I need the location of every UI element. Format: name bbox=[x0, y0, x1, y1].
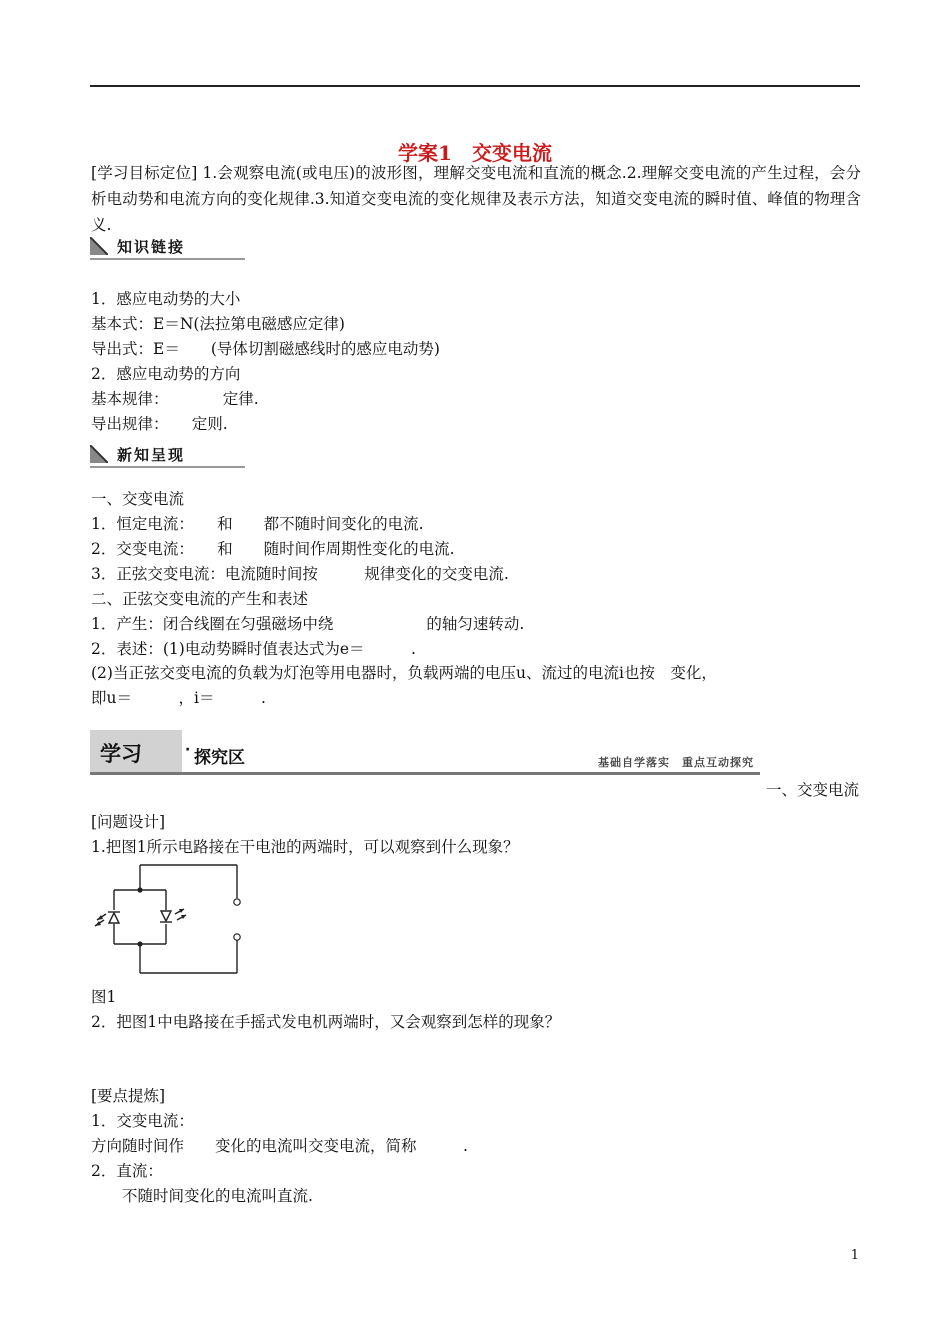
section-heading-new-knowledge bbox=[90, 444, 245, 468]
text-line: 2．感应电动势的方向 bbox=[91, 365, 241, 383]
section-heading-label: 知识链接 bbox=[117, 238, 186, 256]
text-line: 一、交变电流 bbox=[91, 490, 185, 508]
triangle-icon bbox=[90, 445, 108, 463]
text-line: 二、正弦交变电流的产生和表述 bbox=[91, 590, 309, 608]
text-line: 2．交变电流： 和 随时间作周期性变化的电流. bbox=[91, 540, 455, 558]
text-line: [问题设计] bbox=[91, 813, 166, 831]
section-heading-knowledge-link bbox=[90, 236, 245, 260]
triangle-icon bbox=[90, 237, 108, 255]
text-line: 基本式：E＝N(法拉第电磁感应定律) bbox=[91, 315, 345, 333]
circuit-figure bbox=[90, 862, 250, 978]
banner-underline bbox=[90, 772, 760, 775]
text-line: 1．交变电流： bbox=[91, 1112, 194, 1130]
banner-tagline: 基础自学落实 重点互动探究 bbox=[598, 756, 754, 769]
header-rule bbox=[90, 85, 860, 87]
figure-caption: 图1 bbox=[91, 988, 117, 1006]
section-heading-label: 新知呈现 bbox=[117, 446, 186, 464]
text-line: 1.把图1所示电路接在干电池的两端时，可以观察到什么现象？ bbox=[91, 838, 519, 856]
study-explore-banner bbox=[90, 730, 760, 774]
text-line: 方向随时间作 变化的电流叫交变电流，简称 . bbox=[91, 1137, 468, 1155]
text-line: 2．直流： bbox=[91, 1162, 163, 1180]
subsection-label: 一、交变电流 bbox=[765, 781, 859, 799]
text-line: 基本规律： 定律. bbox=[91, 390, 259, 408]
page-number: 1 bbox=[850, 1248, 859, 1263]
text-line: 1．产生：闭合线圈在匀强磁场中绕 的轴匀速转动. bbox=[91, 615, 525, 633]
page-title: 学案1 交变电流 bbox=[398, 141, 552, 165]
text-line: 即u＝ ，i＝ . bbox=[91, 689, 266, 707]
banner-main-label: 学习 bbox=[100, 742, 142, 766]
text-line: 1．恒定电流： 和 都不随时间变化的电流. bbox=[91, 515, 424, 533]
text-line: 不随时间变化的电流叫直流. bbox=[91, 1187, 313, 1205]
learning-objective: [学习目标定位] 1.会观察电流(或电压)的波形图，理解交变电流和直流的概念.2.理解交变电流的产生过程，会分析电动势和电流方向的变化规律.3.知道交变电流的变化规律及表示方法，知道交变电流的瞬时值、峰值的物理含义. bbox=[91, 164, 861, 234]
text-line: 2．把图1中电路接在手摇式发电机两端时，又会观察到怎样的现象？ bbox=[91, 1013, 561, 1031]
text-line: 导出规律： 定则. bbox=[91, 415, 228, 433]
text-line: 1．感应电动势的大小 bbox=[91, 290, 241, 308]
text-line: 3．正弦交变电流：电流随时间按 规律变化的交变电流. bbox=[91, 565, 509, 583]
banner-dot: · bbox=[185, 742, 191, 758]
banner-sub-label: 探究区 bbox=[194, 748, 245, 768]
text-line: (2)当正弦交变电流的负载为灯泡等用电器时，负载两端的电压u、流过的电流i也按 变化， bbox=[91, 664, 717, 682]
text-line: [要点提炼] bbox=[91, 1087, 166, 1105]
text-line: 2．表述：(1)电动势瞬时值表达式为e＝ . bbox=[91, 640, 416, 658]
text-line: 导出式：E＝ (导体切割磁感线时的感应电动势) bbox=[91, 340, 440, 358]
